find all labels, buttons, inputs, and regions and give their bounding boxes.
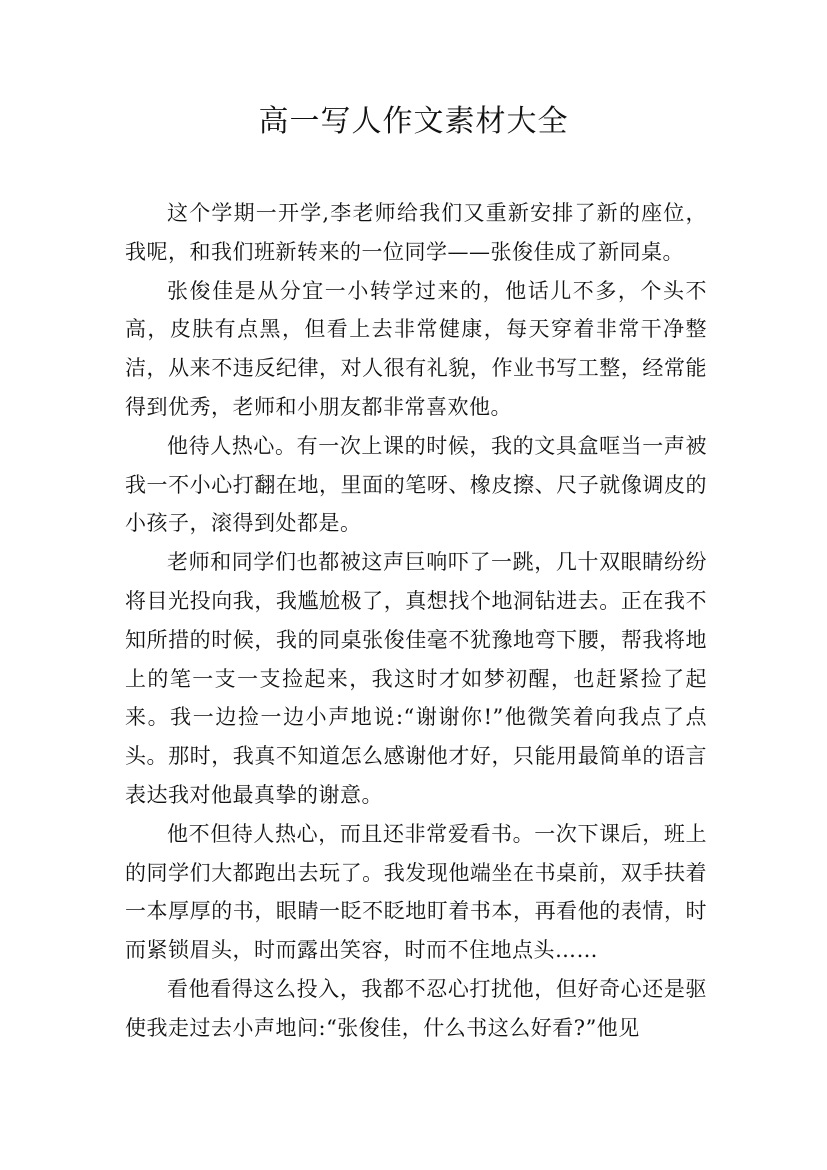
paragraph: 这个学期一开学,李老师给我们又重新安排了新的座位，我呢，和我们班新转来的一位同学——张俊佳成了新同桌。 [125,201,707,264]
paragraph: 张俊佳是从分宜一小转学过来的，他话儿不多，个头不高，皮肤有点黑，但看上去非常健康，每天穿着非常干净整洁，从来不违反纪律，对人很有礼貌，作业书写工整，经常能得到优秀，老师和小朋友都非常喜欢他。 [125,278,707,419]
paragraph: 他待人热心。有一次上课的时候，我的文具盒哐当一声被我一不小心打翻在地，里面的笔呀、橡皮擦、尺子就像调皮的小孩子，滚得到处都是。 [125,433,707,536]
paragraph: 他不但待人热心，而且还非常爱看书。一次下课后，班上的同学们大都跑出去玩了。我发现他端坐在书桌前，双手扶着一本厚厚的书，眼睛一眨不眨地盯着书本，再看他的表情，时而紧锁眉头，时而露出笑容，时而不住地点头…… [125,821,707,963]
document-title: 高一写人作文素材大全 [258,104,569,139]
paragraph: 老师和同学们也都被这声巨响吓了一跳，几十双眼睛纷纷将目光投向我，我尴尬极了，真想找个地洞钻进去。正在我不知所措的时候，我的同桌张俊佳毫不犹豫地弯下腰，帮我将地上的笔一支一支捡起来，我这时才如梦初醒，也赶紧捡了起来。我一边捡一边小声地说:“谢谢你!”他微笑着向我点了点头。那时，我真不知道怎么感谢他才好，只能用最简单的语言表达我对他最真挚的谢意。 [125,550,707,807]
paragraph: 看他看得这么投入，我都不忍心打扰他，但好奇心还是驱使我走过去小声地问:“张俊佳，什么书这么好看?”他见 [125,976,707,1040]
document-body [125,194,707,1048]
